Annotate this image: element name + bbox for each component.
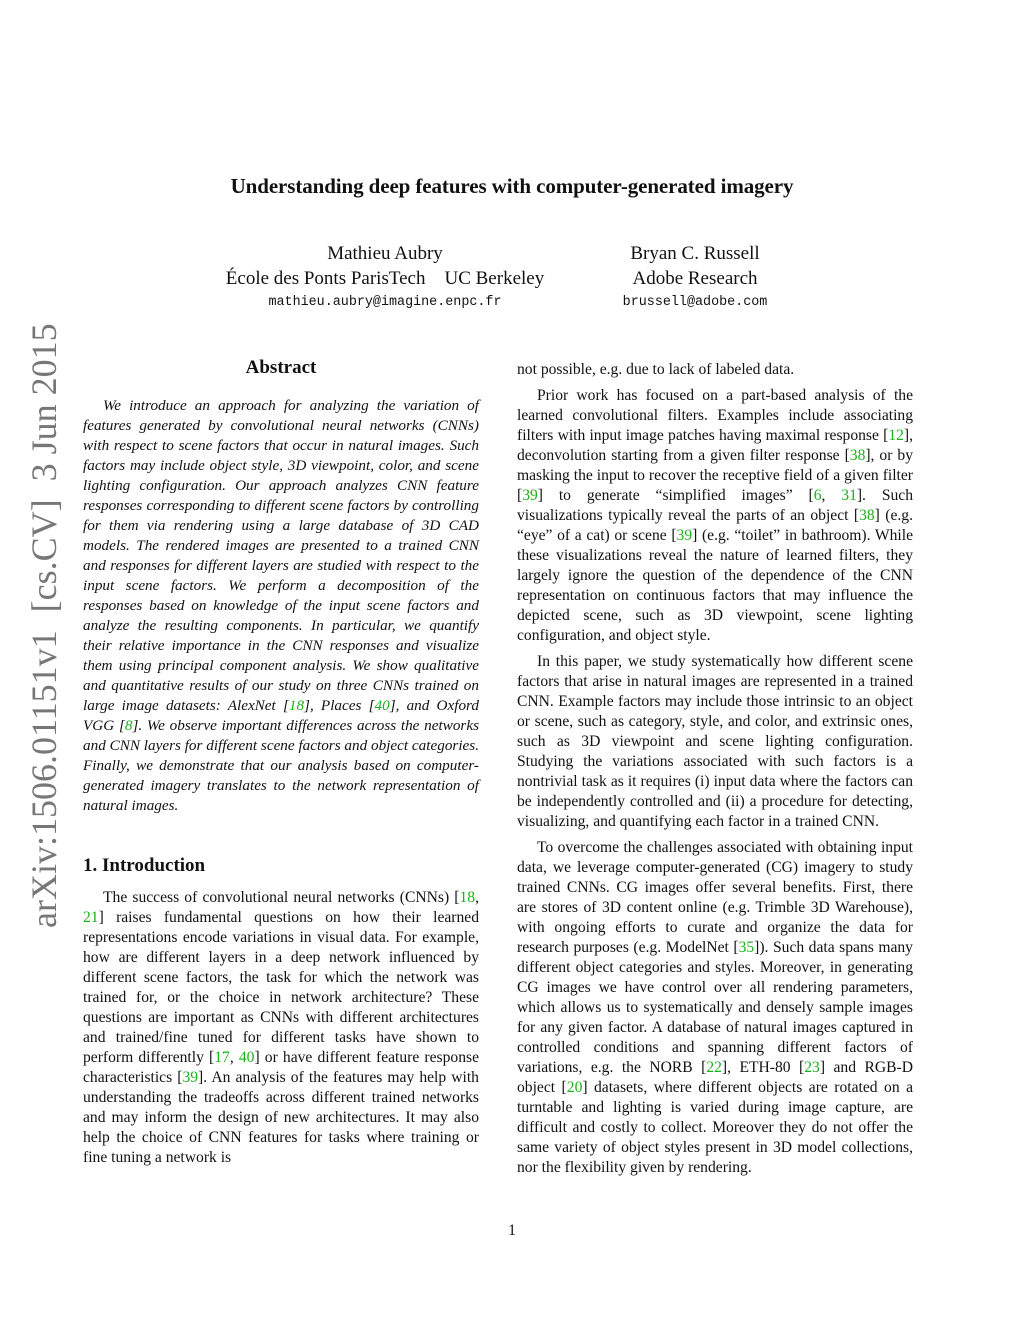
intro-paragraph: To overcome the challenges associated with obtaining input data, we leverage computer-generated (CG) imagery to study trained CNNs. CG images offer several benefits. First, there are stores of 3D content online (e.g. Trimble 3D Warehouse), with ongoing efforts to curate and organize the data for research purposes (e.g. ModelNet [35]). Such data spans many different object categories and styles. Moreover, in generating CG images we have control over all rendering parameters, which allows us to systematically and densely sample images for any given factor. A database of natural images captured in controlled conditions and spanning different factors of variations, e.g. the NORB [22], ETH-80 [23] and RGB-D object [20] datasets, where different objects are rotated on a turntable and lighting is varied during image capture, are difficult and costly to collect. Moreover they do not offer the same variety of object styles present in 3D model collections, nor the flexibility given by rendering. <box>517 839 913 1176</box>
citation-link[interactable]: 18 <box>288 697 305 714</box>
left-column <box>83 354 479 1174</box>
author-affiliation: Adobe Research <box>632 268 758 289</box>
citation-link[interactable]: 35 <box>738 939 755 956</box>
citation-link[interactable]: 31 <box>841 487 857 504</box>
page-number: 1 <box>508 1222 516 1239</box>
arxiv-stamp: arXiv:1506.01151v1 [cs.CV] 3 Jun 2015 <box>24 323 64 928</box>
intro-paragraph: Prior work has focused on a part-based analysis of the learned convolutional filters. Examples include associating filters with input image patches having maximal response [12], deconvolution starting from a given filter response [38], or by masking the input to recover the receptive field of a given filter [39] to generate “simplified images” [6, 31]. Such visualizations typically reveal the parts of an object [38] (e.g. “eye” of a cat) or scene [39] (e.g. “toilet” in bathroom). While these visualizations reveal the nature of learned filters, they largely ignore the question of the dependence of the CNN representation on continuous factors that may influence the depicted scene, such as 3D viewpoint, scene lighting configuration, and object style. <box>517 387 914 644</box>
citation-link[interactable]: 40 <box>238 1049 255 1066</box>
intro-paragraph: The success of convolutional neural networks (CNNs) [18, 21] raises fundamental questions on how their learned representations encode variations in visual data. For example, how are different layers in a deep network influenced by different scene factors, the task for which the network was trained for, or the choice in network architecture? These questions are important as CNNs with different architectures and trained/fine tuned for different tasks have shown to perform differently [17, 40] or have different feature response characteristics [39]. An analysis of the features may help with understanding the tradeoffs across different trained networks and may inform the design of new architectures. It may also help the choice of CNN features for tasks where training or fine tuning a network is <box>83 889 479 1166</box>
author-name: Mathieu Aubry <box>327 243 443 264</box>
author-name: Bryan C. Russell <box>630 243 760 264</box>
author-email: brussell@adobe.com <box>622 295 768 310</box>
citation-link[interactable]: 40 <box>374 697 390 714</box>
right-column <box>517 360 913 1184</box>
citation-link[interactable]: 38 <box>849 447 866 464</box>
abstract-text: We introduce an approach for analyzing the variation of features generated by convolutional neural networks (CNNs) with respect to scene factors that occur in natural images. Such factors may include object style, 3D viewpoint, color, and scene lighting configuration. Our approach analyzes CNN feature responses corresponding to different scene factors by controlling for them via rendering using a large database of 3D CAD models. The rendered images are presented to a trained CNN and responses for different layers are studied with respect to the input scene factors. We perform a decomposition of the responses based on knowledge of the input scene factors and analyze the resulting components. In particular, we quantify their relative importance in the CNN responses and visualize them using principal component analysis. We show qualitative and quantitative results of our study on three CNNs trained on large image datasets: AlexNet [18], Places [40], and Oxford VGG [8]. We observe important differences across the networks and CNN layers for different scene factors and object categories. Finally, we demonstrate that our analysis based on computer-generated imagery translates to the network representation of natural images. <box>83 397 479 814</box>
citation-link[interactable]: 22 <box>706 1059 722 1076</box>
citation-link[interactable]: 20 <box>566 1079 583 1096</box>
citation-link[interactable]: 8 <box>124 717 133 734</box>
author-block-aubry <box>205 241 565 315</box>
citation-link[interactable]: 17 <box>214 1049 230 1066</box>
citation-link[interactable]: 23 <box>804 1059 820 1076</box>
author-block-russell <box>590 241 800 315</box>
section-heading-introduction: 1. Introduction <box>83 855 206 876</box>
citation-link[interactable]: 39 <box>182 1069 199 1086</box>
intro-paragraph: In this paper, we study systematically how different scene factors that arise in natural images are represented in a trained CNN. Example factors may include those intrinsic to an object or scene, such as category, style, and color, and extrinsic ones, such as 3D viewpoint and scene lighting configuration. Studying the variations associated with such factors is a nontrivial task as it requires (i) input data where the factors can be independently controlled and (ii) a procedure for detecting, visualizing, and quantifying each factor in a trained CNN. <box>517 653 913 830</box>
citation-link[interactable]: 38 <box>859 507 875 524</box>
author-email: mathieu.aubry@imagine.enpc.fr <box>268 295 502 310</box>
citation-link[interactable]: 21 <box>83 909 99 926</box>
citation-link[interactable]: 6 <box>813 487 822 504</box>
paper-title: Understanding deep features with computer-generated imagery <box>230 174 794 198</box>
citation-link[interactable]: 39 <box>522 487 538 504</box>
citation-link[interactable]: 18 <box>459 889 476 906</box>
abstract-heading: Abstract <box>245 357 317 378</box>
citation-link[interactable]: 12 <box>888 427 904 444</box>
citation-link[interactable]: 39 <box>676 527 693 544</box>
author-affiliation: École des Ponts ParisTech UC Berkeley <box>225 268 545 289</box>
intro-paragraph-continued: not possible, e.g. due to lack of labeled data. <box>517 361 795 378</box>
